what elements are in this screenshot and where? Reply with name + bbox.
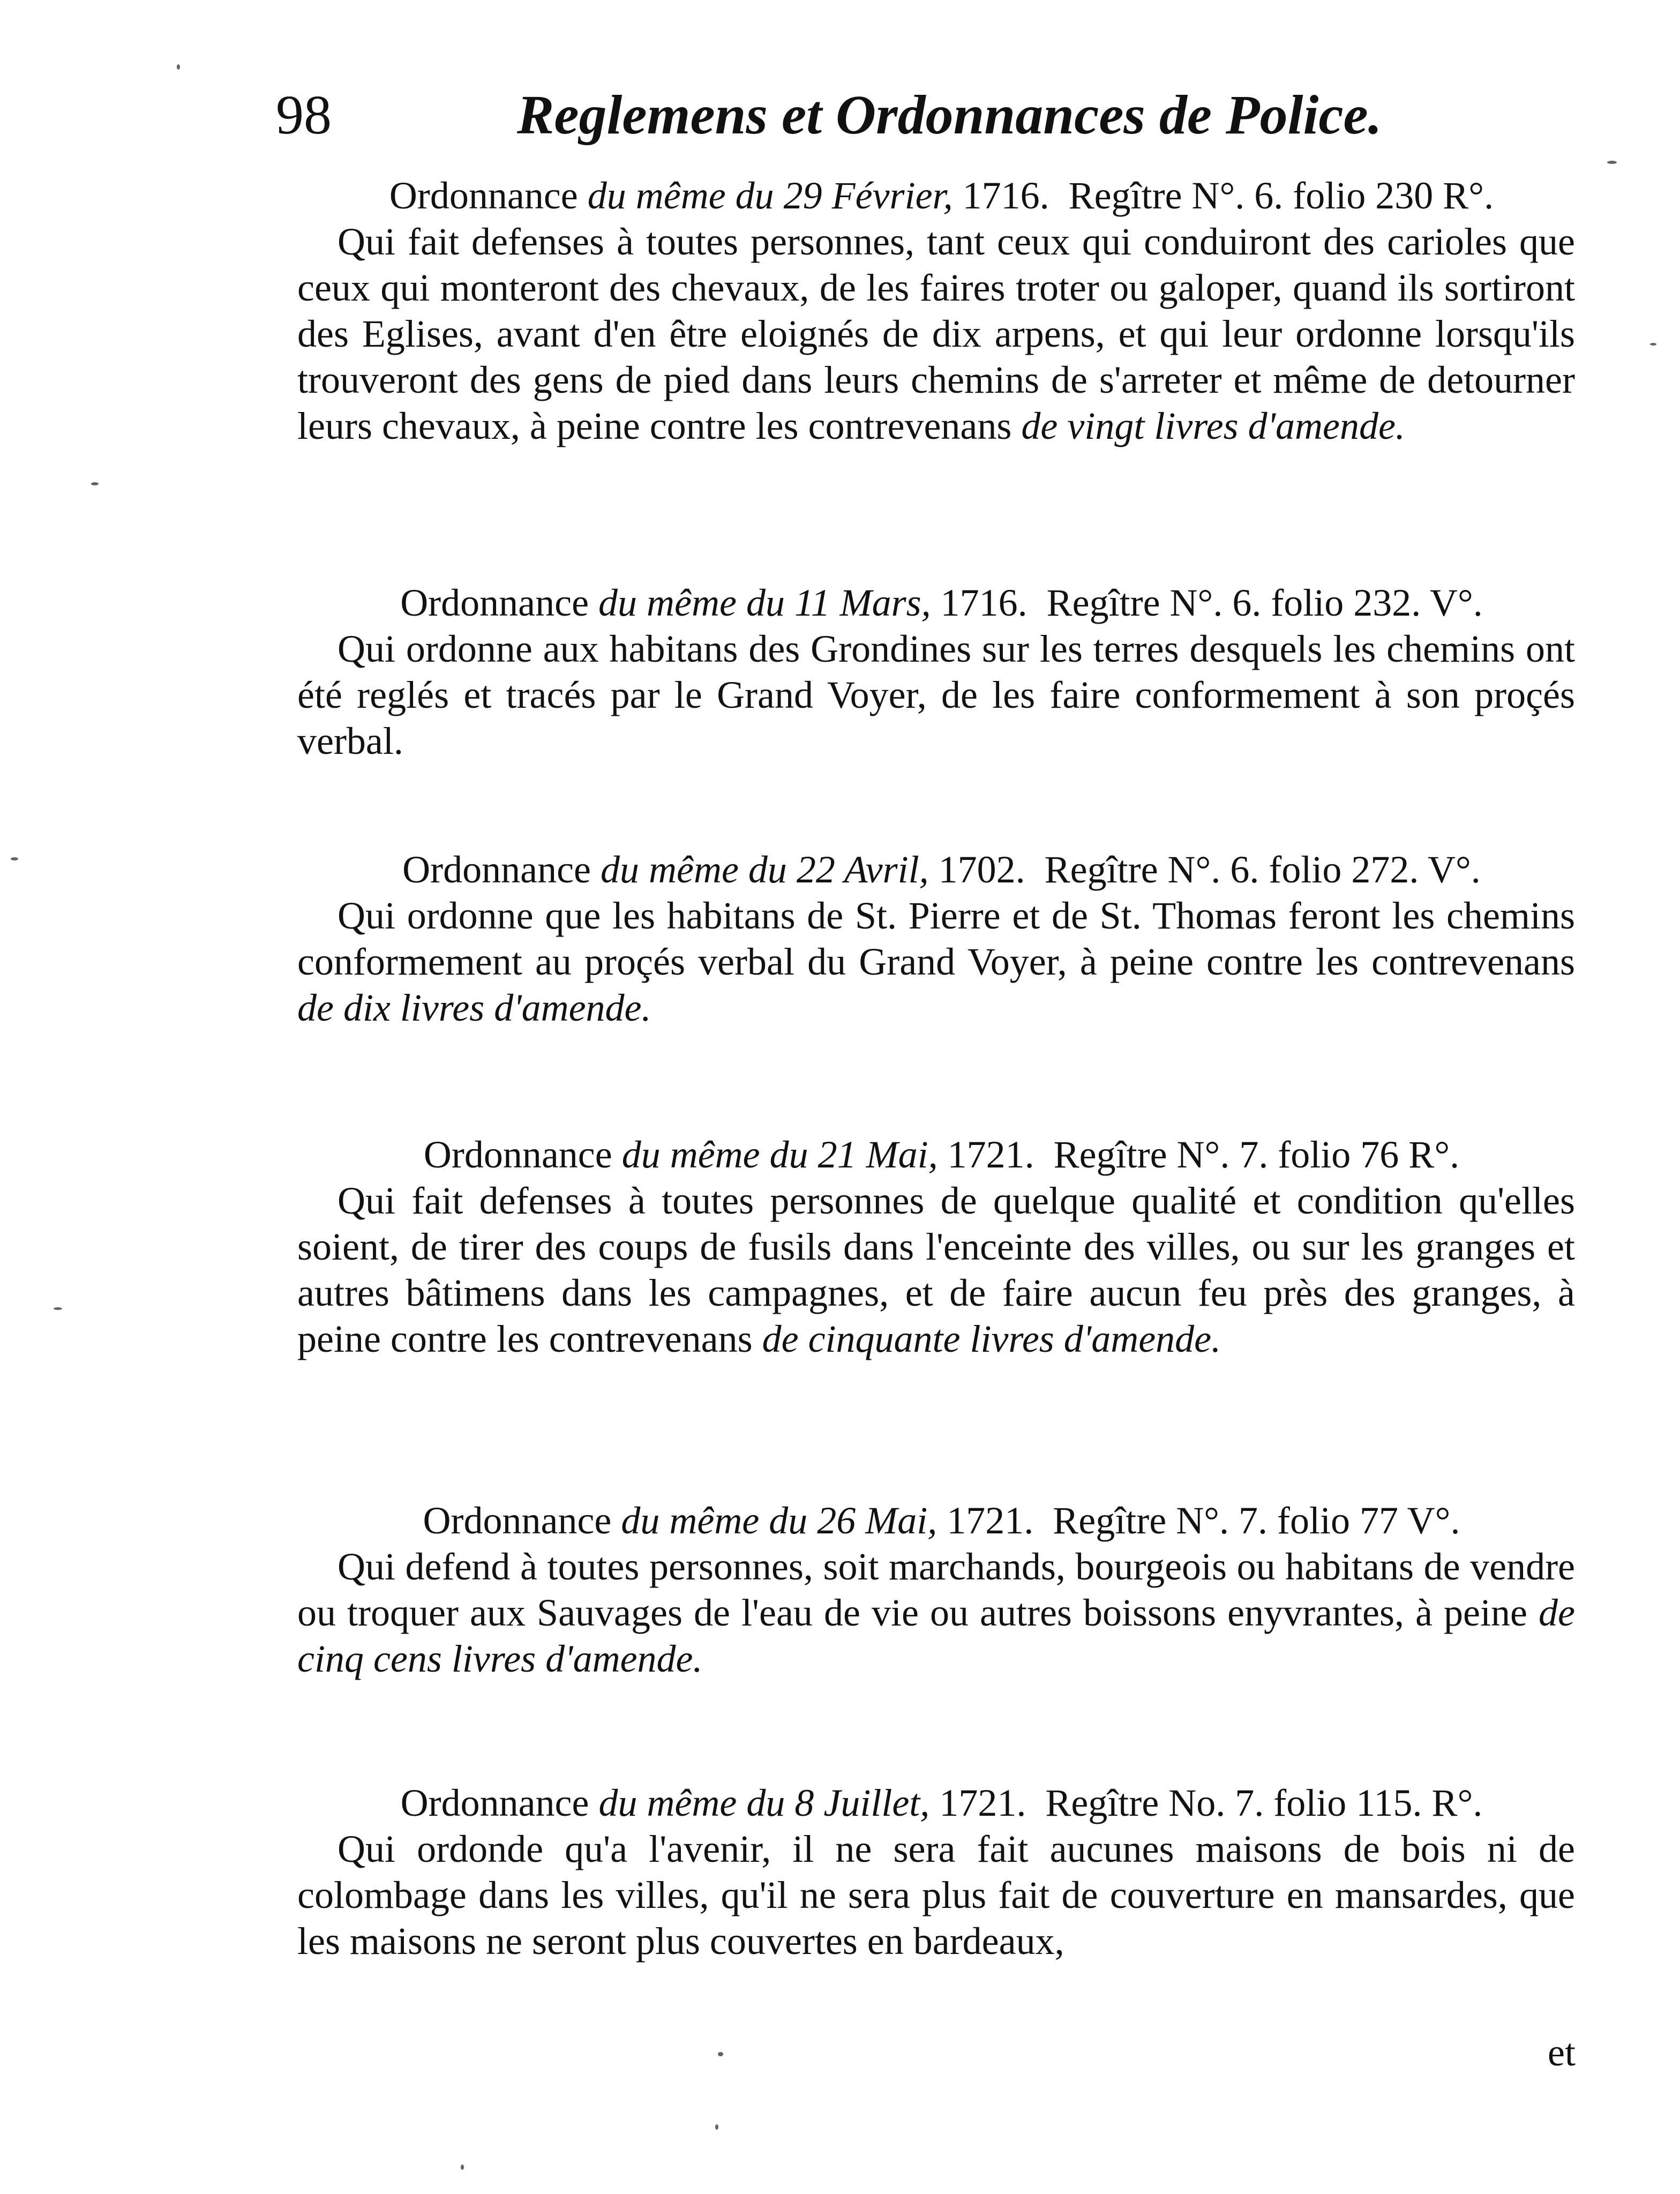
entry-penalty: de vingt livres d'amende. — [1021, 405, 1405, 447]
ordinance-entry — [297, 1780, 1575, 1964]
entry-body: Qui fait defenses à toutes personnes de quelque qualité et condition qu'elles soient, de tirer des coups de fusils dans l'enceinte des villes, ou sur les granges et autres bâtimens dans les campagnes, et de faire aucun feu près des granges, à peine contre les contrevenans — [297, 1179, 1575, 1360]
ordinance-entry — [297, 847, 1575, 1031]
entry-penalty: de dix livres d'amende. — [297, 986, 651, 1029]
entry-text — [297, 626, 1575, 764]
ordinance-year: 1721. — [947, 1133, 1034, 1176]
scan-speck — [91, 482, 99, 485]
ordinance-label: Ordonnance — [400, 1781, 589, 1824]
ordinance-year: 1721. — [947, 1499, 1034, 1542]
ordinance-entry — [297, 580, 1575, 764]
ordinance-year: 1716. — [962, 174, 1049, 217]
scan-speck — [461, 2165, 464, 2170]
register-reference: Regître N°. 6. folio 272. V°. — [1044, 848, 1481, 891]
ordinance-label: Ordonnance — [423, 1499, 612, 1542]
register-reference: Regître N°. 6. folio 232. V°. — [1046, 581, 1483, 624]
ordinance-year: 1702. — [938, 848, 1025, 891]
scan-speck — [715, 2124, 718, 2130]
ordinance-year: 1721. — [939, 1781, 1026, 1824]
entry-text — [297, 219, 1575, 449]
entry-heading — [335, 173, 1548, 219]
ordinance-label: Ordonnance — [400, 581, 589, 624]
ordinance-date: du même du 21 Mai, — [621, 1133, 938, 1176]
entry-heading — [335, 847, 1548, 893]
catchword: et — [1548, 2031, 1576, 2074]
ordinance-entry — [297, 1132, 1575, 1362]
ordinance-date: du même du 29 Février, — [587, 174, 953, 217]
register-reference: Regître No. 7. folio 115. R°. — [1045, 1781, 1483, 1824]
entry-text — [297, 893, 1575, 1031]
entry-heading — [335, 1132, 1548, 1178]
page-number: 98 — [276, 84, 332, 146]
entry-body: Qui fait defenses à toutes personnes, tant ceux qui conduiront des carioles que ceux qui monteront des chevaux, de les faires troter ou galoper, quand ils sortiront des Eglises, avant d'en être eloignés de dix arpens, et qui leur ordonne lorsqu'ils trouveront des gens de pied dans leurs chemins de s'arreter et même de detourner leurs chevaux, à peine contre les contrevenans — [297, 220, 1575, 447]
ordinance-label: Ordonnance — [423, 1133, 612, 1176]
entry-text — [297, 1178, 1575, 1362]
running-head — [276, 75, 1454, 155]
scan-speck — [718, 2052, 723, 2056]
ordinance-year: 1716. — [940, 581, 1028, 624]
ordinance-entry — [297, 173, 1575, 449]
entry-body: Qui ordonne aux habitans des Grondines sur les terres desquels les chemins ont été reglés et tracés par le Grand Voyer, de les faire conformement à son proçés verbal. — [297, 627, 1575, 762]
entry-body: Qui ordonne que les habitans de St. Pierre et de St. Thomas feront les chemins conformement au proçés verbal du Grand Voyer, à peine contre les contrevenans — [297, 894, 1575, 983]
register-reference: Regître N°. 7. folio 77 V°. — [1053, 1499, 1460, 1542]
ordinance-date: du même du 11 Mars, — [598, 581, 931, 624]
ordinance-date: du même du 8 Juillet, — [598, 1781, 930, 1824]
entry-text — [297, 1544, 1575, 1682]
register-reference: Regître N°. 7. folio 76 R°. — [1053, 1133, 1460, 1176]
scan-speck — [54, 1307, 62, 1310]
ordinance-label: Ordonnance — [402, 848, 591, 891]
ordinance-entry — [297, 1497, 1575, 1682]
scan-speck — [11, 857, 18, 860]
entry-heading — [335, 1497, 1548, 1544]
scan-speck — [177, 64, 180, 70]
ordinance-label: Ordonnance — [389, 174, 578, 217]
entry-penalty: de cinq cens livres d'amende. — [297, 1591, 1576, 1680]
entry-body: Qui ordonde qu'a l'avenir, il ne sera fait aucunes maisons de bois ni de colombage dans les villes, qu'il ne sera plus fait de couverture en mansardes, que les maisons ne seront plus couvertes en bardeaux, — [297, 1828, 1575, 1963]
entry-body: Qui defend à toutes personnes, soit marchands, bourgeois ou habitans de vendre ou troquer aux Sauvages de l'eau de vie ou autres boissons enyvrantes, à peine — [297, 1545, 1575, 1634]
entry-heading — [335, 1780, 1548, 1826]
entry-penalty: de cinquante livres d'amende. — [762, 1317, 1221, 1360]
entry-text — [297, 1826, 1575, 1964]
register-reference: Regître N°. 6. folio 230 R°. — [1068, 174, 1494, 217]
entry-heading — [335, 580, 1548, 626]
ordinance-date: du même du 26 Mai, — [621, 1499, 938, 1542]
running-title: Reglemens et Ordonnances de Police. — [517, 84, 1382, 146]
scan-speck — [1607, 161, 1617, 164]
scan-speck — [1650, 343, 1656, 346]
ordinance-date: du même du 22 Avril, — [601, 848, 929, 891]
